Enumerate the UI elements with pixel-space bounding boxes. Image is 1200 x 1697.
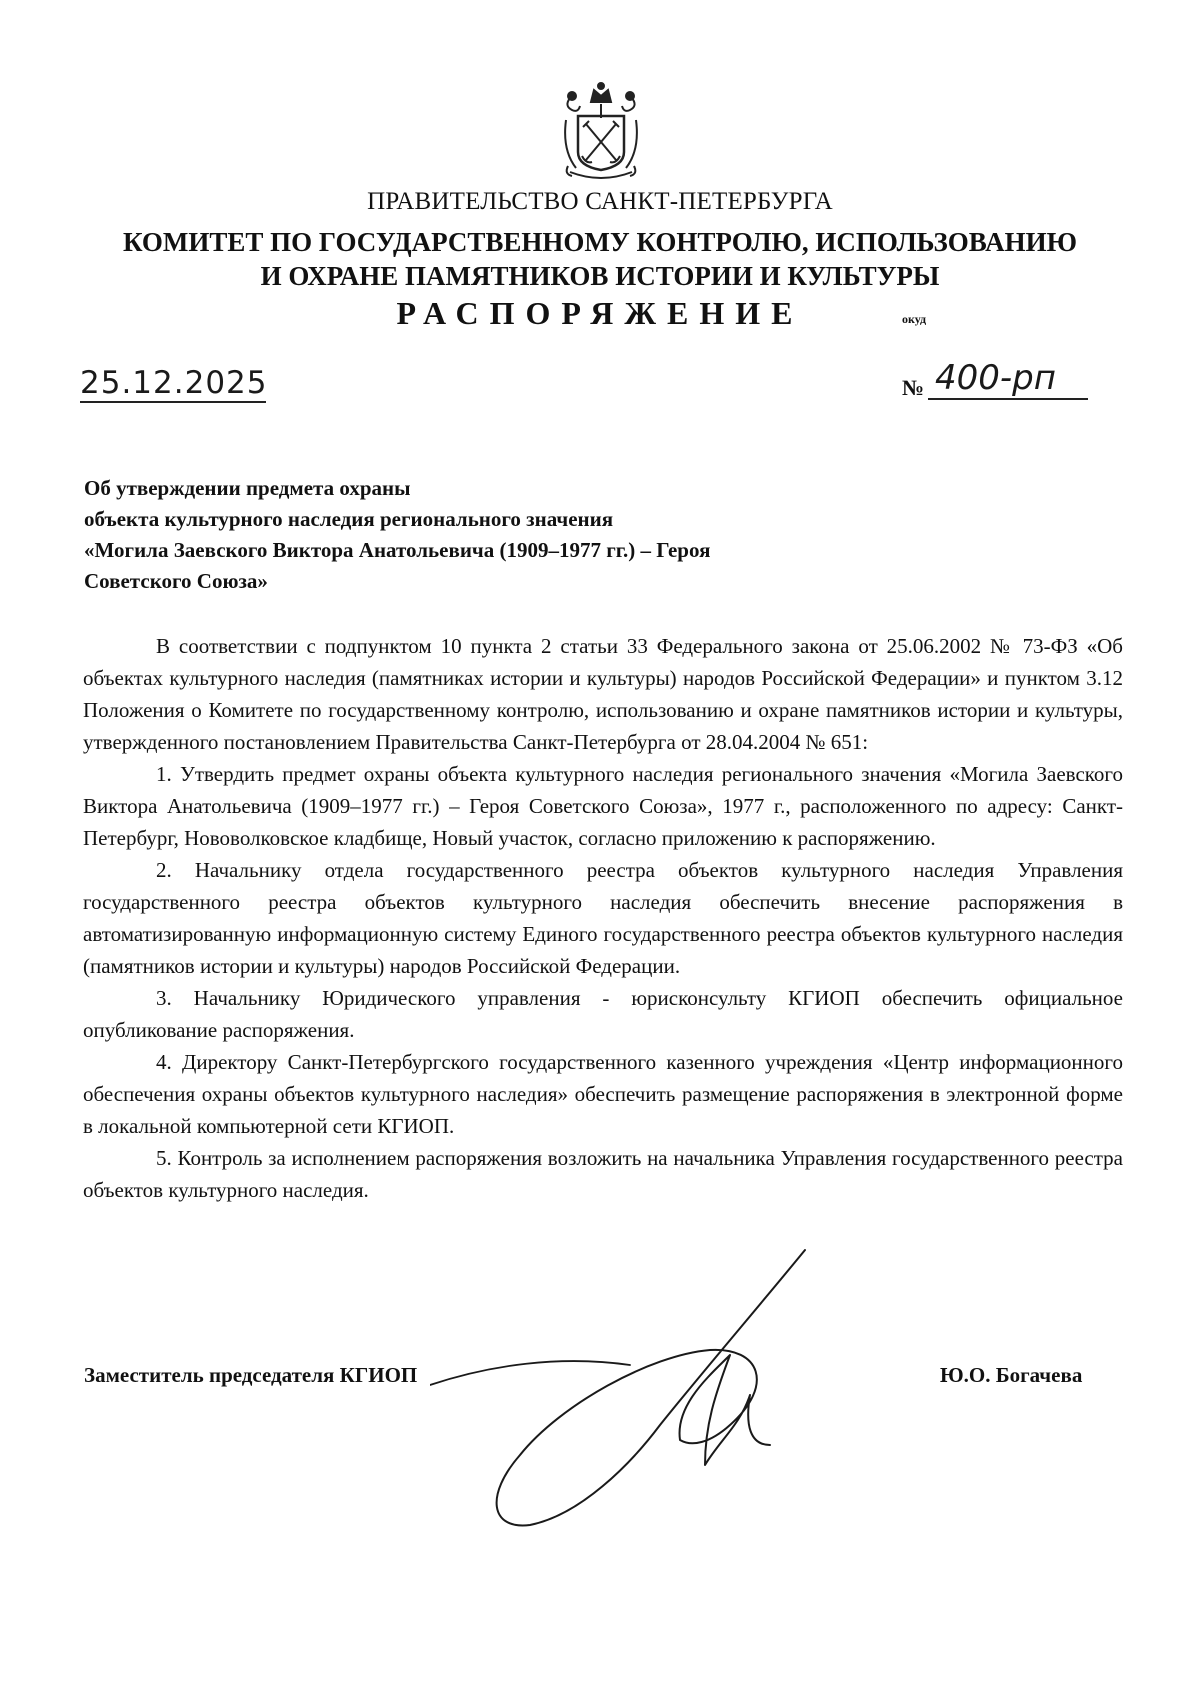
subject-line: Об утверждении предмета охраны xyxy=(84,476,411,500)
item-paragraph-3: 3. Начальнику Юридического управления - юрисконсульту КГИОП обеспечить официальное опубликование распоряжения. xyxy=(83,986,1123,1042)
spb-coat-of-arms-icon xyxy=(556,80,646,184)
subject-line: «Могила Заевского Виктора Анатольевича (1909–1977 гг.) – Героя xyxy=(84,538,711,562)
preamble-paragraph: В соответствии с подпунктом 10 пункта 2 статьи 33 Федерального закона от 25.06.2002 № 73-ФЗ «Об объектах культурного наследия (памятниках истории и культуры) народов Российской Федерации» и пунктом 3.12 Положения о Комитете по государственному контролю, использованию и охране памятников истории и культуры, утвержденного постановлением Правительства Санкт-Петербурга от 28.04.2004 № 651: xyxy=(83,634,1123,754)
signer-name: Ю.О. Богачева xyxy=(940,1363,1083,1387)
item-paragraph-4: 4. Директору Санкт-Петербургского государственного казенного учреждения «Центр информационного обеспечения охраны объектов культурного наследия» обеспечить размещение распоряжения в электронной форме в локальной компьютерной сети КГИОП. xyxy=(83,1050,1123,1138)
number-underline xyxy=(928,398,1088,400)
subject-line: Советского Союза» xyxy=(84,569,268,593)
document-subject xyxy=(84,473,904,597)
committee-title xyxy=(80,225,1120,293)
number-sign: № xyxy=(902,375,925,400)
date-underline xyxy=(80,401,266,403)
government-title: ПРАВИТЕЛЬСТВО САНКТ-ПЕТЕРБУРГА xyxy=(367,188,833,215)
document-type: РАСПОРЯЖЕНИЕ xyxy=(396,295,804,331)
handwritten-signature-icon xyxy=(430,1225,890,1535)
document-number: 400-рп xyxy=(935,358,1056,398)
item-paragraph-2: 2. Начальнику отдела государственного реестра объектов культурного наследия Управления государственного реестра объектов культурного наследия обеспечить внесение распоряжения в автоматизированную информационную систему Единого государственного реестра объектов культурного наследия (памятников истории и культуры) народов Российской Федерации. xyxy=(83,858,1123,978)
signer-position: Заместитель председателя КГИОП xyxy=(84,1363,418,1387)
document-body xyxy=(83,630,1123,1206)
item-paragraph-1: 1. Утвердить предмет охраны объекта культурного наследия регионального значения «Могила Заевского Виктора Анатольевича (1909–1977 гг.) – Героя Советского Союза», 1977 г., расположенного по адресу: Санкт-Петербург, Нововолковское кладбище, Новый участок, согласно приложению к распоряжению. xyxy=(83,762,1123,850)
subject-line: объекта культурного наследия регионального значения xyxy=(84,507,614,531)
committee-title-line-1: КОМИТЕТ ПО ГОСУДАРСТВЕННОМУ КОНТРОЛЮ, ИСПОЛЬЗОВАНИЮ xyxy=(123,227,1077,257)
okud-label: окуд xyxy=(902,312,927,326)
committee-title-line-2: И ОХРАНЕ ПАМЯТНИКОВ ИСТОРИИ И КУЛЬТУРЫ xyxy=(260,261,940,291)
document-date: 25.12.2025 xyxy=(80,365,268,401)
item-paragraph-5: 5. Контроль за исполнением распоряжения возложить на начальника Управления государственного реестра объектов культурного наследия. xyxy=(83,1146,1123,1202)
